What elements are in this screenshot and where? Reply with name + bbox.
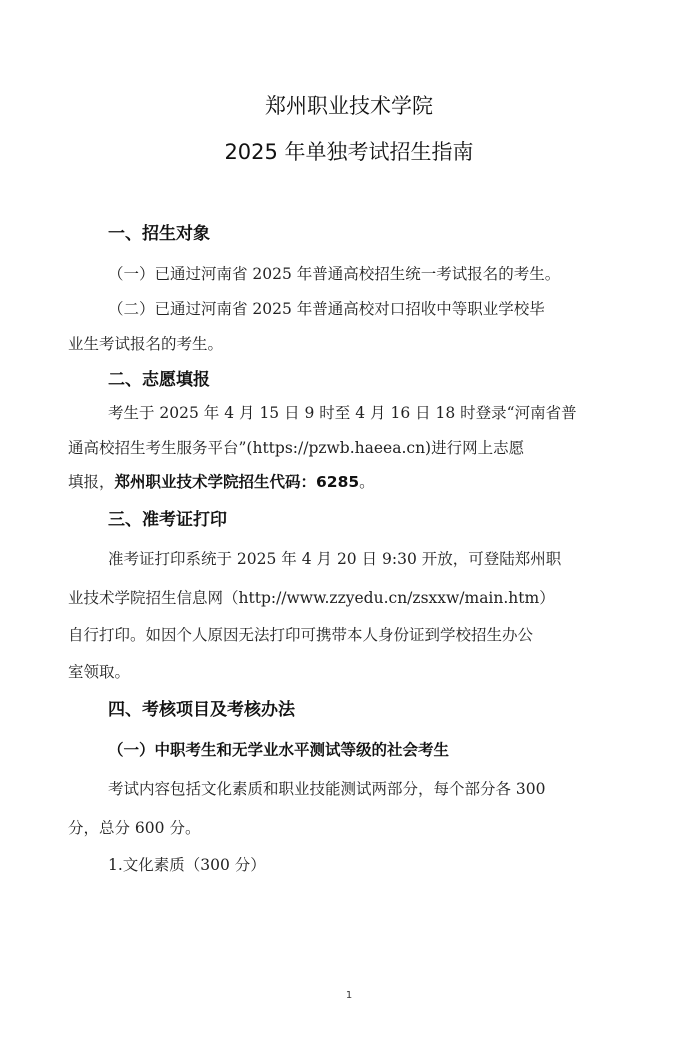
paragraph-line: 准考证打印系统于 2025 年 4 月 20 日 9:30 开放，可登陆郑州职: [108, 550, 562, 568]
paragraph-line: 考试内容包括文化素质和职业技能测试两部分，每个部分各 300: [108, 780, 546, 798]
paragraph-line: （一）已通过河南省 2025 年普通高校招生统一考试报名的考生。: [108, 265, 561, 283]
paragraph-line: 业生考试报名的考生。: [68, 335, 224, 353]
paragraph-line: 考生于 2025 年 4 月 15 日 9 时至 4 月 16 日 18 时登录“河南省普: [108, 404, 577, 422]
subsection-heading: （一）中职考生和无学业水平测试等级的社会考生: [108, 741, 450, 759]
page-number: 1: [345, 990, 353, 1001]
paragraph-line: 室领取。: [68, 663, 131, 681]
text-run: 。: [359, 473, 375, 491]
section-heading-application: 二、志愿填报: [108, 370, 210, 390]
section-heading-admission-ticket: 三、准考证打印: [108, 510, 227, 530]
document-subtitle: 2025 年单独考试招生指南: [224, 140, 474, 164]
paragraph-line: 通高校招生考生服务平台”(https://pzwb.haeea.cn)进行网上志愿: [68, 439, 525, 457]
section-heading-assessment: 四、考核项目及考核办法: [108, 700, 295, 720]
list-item: 1.文化素质（300 分）: [108, 856, 266, 874]
text-run: 填报，: [68, 473, 115, 491]
paragraph-line: 自行打印。如因个人原因无法打印可携带本人身份证到学校招生办公: [68, 626, 534, 644]
document-title: 郑州职业技术学院: [265, 94, 433, 118]
paragraph-line: 分，总分 600 分。: [68, 819, 201, 837]
section-heading-enrollment-targets: 一、招生对象: [108, 224, 210, 244]
paragraph-line: 业技术学院招生信息网（http://www.zzyedu.cn/zsxxw/main.htm）: [68, 589, 555, 607]
paragraph-line: [68, 470, 375, 492]
enrollment-code-text: 郑州职业技术学院招生代码：6285: [114, 473, 360, 491]
paragraph-line: （二）已通过河南省 2025 年普通高校对口招收中等职业学校毕: [108, 300, 545, 318]
